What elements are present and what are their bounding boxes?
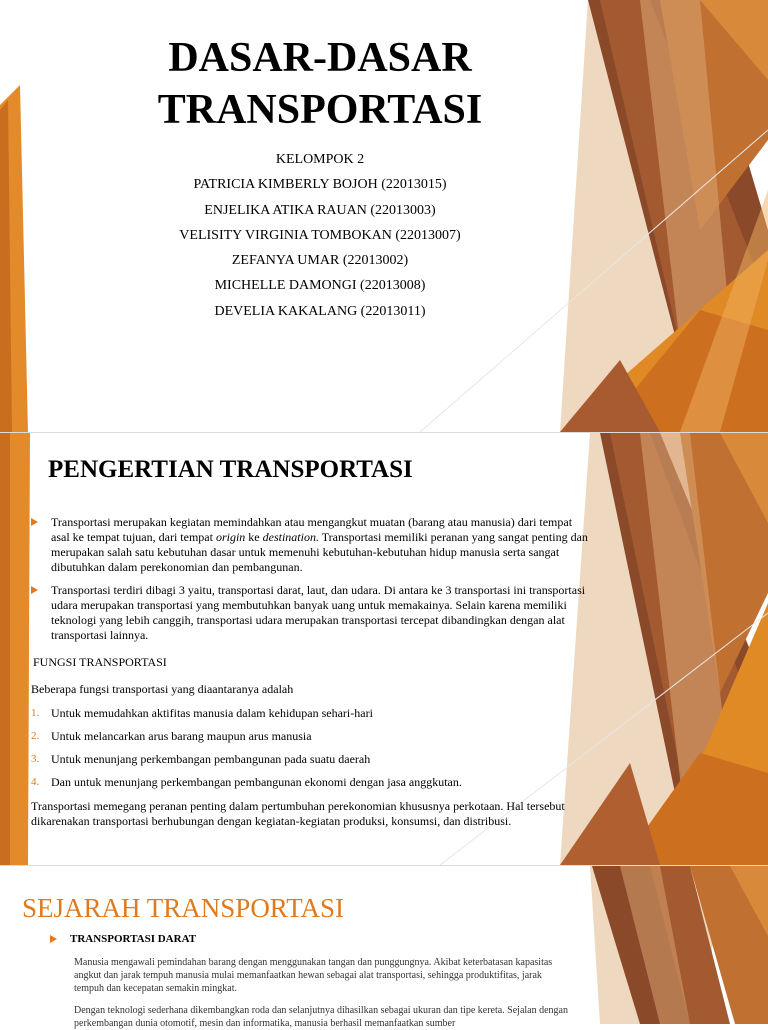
list-item: 2. Untuk melancarkan arus barang maupun arus manusia xyxy=(31,729,312,743)
arrow-bullet-icon xyxy=(31,518,38,526)
bullet-item: Transportasi merupakan kegiatan memindahkan atau mengangkut muatan (barang atau manusia) dari tempat asal ke tempat tujuan, dari tempat origin ke destination. Transportasi memiliki peranan yang sangat penting dan merupakan salah satu kebutuhan dasar untuk memenuhi kebutuhan-kebutuhan hidup manusia serta sangat dibutuhkan dalam perekonomian dan pembangunan. xyxy=(31,515,591,575)
closing-paragraph: Transportasi memegang peranan penting dalam pertumbuhan perekonomian khususnya perkotaan. Hal tersebut dikarenakan transportasi berhubungan dengan kegiatan-kegiatan produksi, konsumsi, dan distribusi. xyxy=(31,799,565,828)
list-item: 3. Untuk menunjang perkembangan pembangunan pada suatu daerah xyxy=(31,752,371,766)
fungsi-intro: Beberapa fungsi transportasi yang diaantaranya adalah xyxy=(31,682,294,696)
section-title: PENGERTIAN TRANSPORTASI xyxy=(48,456,413,483)
member-name: MICHELLE DAMONGI (22013008) xyxy=(214,278,426,294)
definition-content xyxy=(31,515,591,838)
fungsi-heading: FUNGSI TRANSPORTASI xyxy=(33,655,167,669)
history-paragraph: Manusia mengawali pemindahan barang dengan menggunakan tangan dan punggungnya. Akibat keterbatasan kapasitas angkut dan jarak tempuh manusia mulai memanfaatkan hewan sebagai alat transportasi, sehingga produktifitas, jarak tempuh dan kecepatan semakin mingkat. xyxy=(74,957,553,994)
subheading: TRANSPORTASI DARAT xyxy=(50,933,196,945)
arrow-bullet-icon xyxy=(50,935,57,943)
section-title: SEJARAH TRANSPORTASI xyxy=(22,893,345,923)
member-name: ENJELIKA ATIKA RAUAN (22013003) xyxy=(204,202,436,218)
fungsi-list xyxy=(31,706,591,790)
group-label: KELOMPOK 2 xyxy=(275,152,365,167)
slide-title xyxy=(0,0,768,432)
member-name: VELISITY VIRGINIA TOMBOKAN (22013007) xyxy=(179,227,461,243)
history-paragraph: Dengan teknologi sederhana dikembangkan roda dan selanjutnya dihasilkan sebagai ukuran dan tipe kereta. Sejalan dengan perkembangan dunia otomotif, mesin dan informatika, manusia berhasil memanfaatkan sumber xyxy=(74,1005,568,1029)
slide-history xyxy=(0,866,768,1024)
orange-ribbon-decoration xyxy=(0,866,768,1024)
bullet-item: Transportasi terdiri dibagi 3 yaitu, transportasi darat, laut, dan udara. Di antara ke 3 transportasi ini transportasi udara merupakan transportasi yang membutuhkan banyak uang untuk memakainya. Selain karena memiliki teknologi yang lebih canggih, transportasi udara merupakan transportasi tercepat dibandingkan dengan alat transportasi lainnya. xyxy=(31,583,591,643)
member-name: PATRICIA KIMBERLY BOJOH (22013015) xyxy=(193,177,447,193)
list-item: 4. Dan untuk menunjang perkembangan pembangunan ekonomi dengan jasa anggkutan. xyxy=(31,775,462,789)
arrow-bullet-icon xyxy=(31,586,38,594)
presentation-title: DASAR-DASAR TRANSPORTASI xyxy=(157,35,483,133)
group-member-list xyxy=(100,147,540,324)
member-name: ZEFANYA UMAR (22013002) xyxy=(231,253,409,269)
list-item: 1. Untuk memudahkan aktifitas manusia dalam kehidupan sehari-hari xyxy=(31,706,373,720)
member-name: DEVELIA KAKALANG (22013011) xyxy=(214,303,426,319)
